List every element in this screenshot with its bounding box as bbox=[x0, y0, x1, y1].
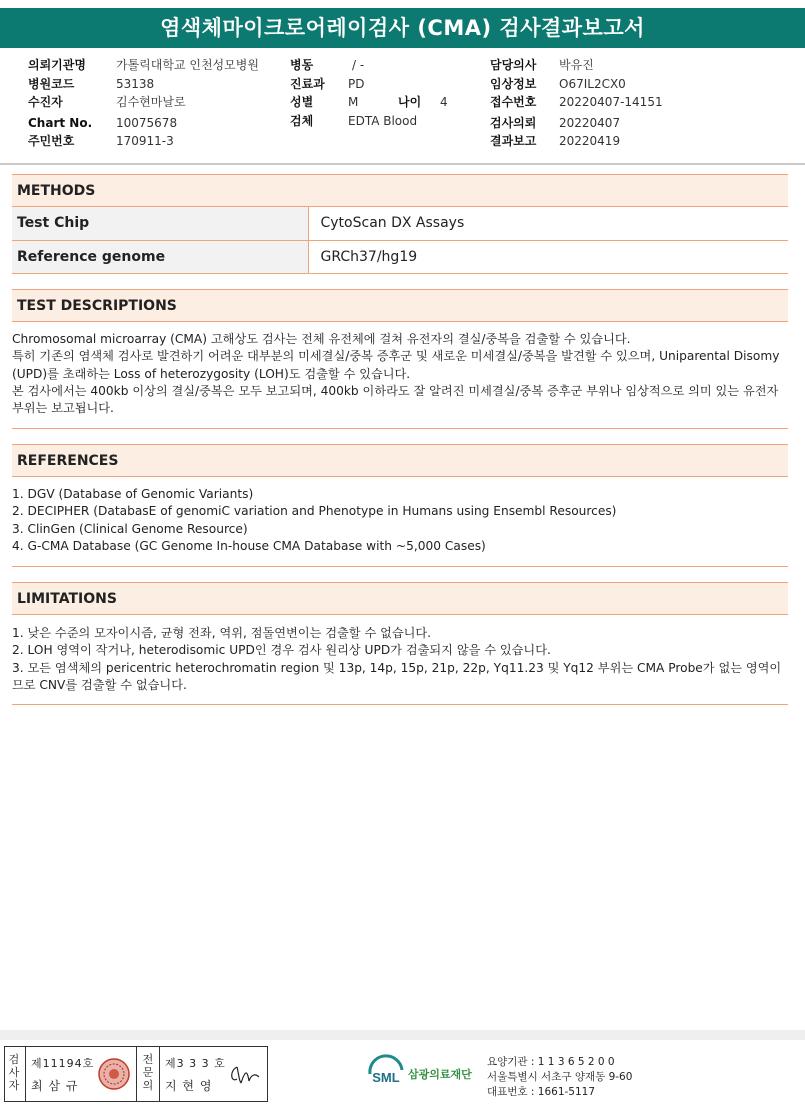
info-request: 검사의뢰 20220407 bbox=[490, 116, 621, 130]
inspector-name: 최 삼 규 bbox=[31, 1079, 79, 1093]
methods-value: GRCh37/hg19 bbox=[308, 240, 788, 273]
specialist-number: 제3 3 3 호 bbox=[165, 1057, 226, 1070]
address: 서울특별시 서초구 양재동 9-60 bbox=[487, 1071, 633, 1083]
section-divider bbox=[12, 566, 788, 567]
phone: 대표번호 : 1661-5117 bbox=[487, 1086, 596, 1098]
paragraph: Chromosomal microarray (CMA) 고해상도 검사는 전체 유전체에 걸쳐 유전자의 결실/중복을 검출할 수 있습니다. bbox=[12, 332, 631, 346]
info-chart: Chart No. 10075678 bbox=[28, 116, 178, 130]
divider bbox=[159, 1047, 160, 1101]
info-patient: 수진자 김수현마날로 bbox=[28, 95, 186, 109]
methods-heading: METHODS bbox=[12, 174, 788, 207]
section-divider bbox=[12, 704, 788, 705]
methods-value: CytoScan DX Assays bbox=[308, 207, 788, 240]
section-divider bbox=[12, 428, 788, 429]
methods-row bbox=[12, 240, 788, 273]
limitations-heading: LIMITATIONS bbox=[12, 582, 788, 615]
list-item: 3. 모든 염색체의 pericentric heterochromatin region 및 13p, 14p, 15p, 21p, 22p, Yq11.23 및 Yq12 부위는 CMA Probe가 없는 영역이므로 CNV를 검출할 수 없습니다. bbox=[12, 660, 782, 692]
footer-bar bbox=[0, 1030, 805, 1040]
limitations-body bbox=[12, 625, 788, 694]
methods-key: Reference genome bbox=[12, 240, 308, 273]
test-descriptions-body bbox=[12, 331, 788, 417]
specialist-label: 전 문 의 bbox=[142, 1053, 154, 1092]
info-ward: 병동 / - bbox=[290, 58, 365, 72]
seal-stamp-icon bbox=[97, 1057, 131, 1091]
sml-logo-text: SML bbox=[372, 1070, 400, 1085]
signature-icon bbox=[227, 1061, 263, 1089]
methods-row bbox=[12, 207, 788, 240]
list-item: 4. G-CMA Database (GC Genome In-house CMA Database with ~5,000 Cases) bbox=[12, 538, 486, 553]
list-item: 3. ClinGen (Clinical Genome Resource) bbox=[12, 521, 248, 536]
patient-info bbox=[0, 56, 805, 156]
header-divider bbox=[0, 163, 805, 165]
info-age: 나이 4 bbox=[398, 95, 448, 109]
specialist-name: 지 현 영 bbox=[165, 1079, 213, 1093]
inspector-number: 제11194호 bbox=[31, 1057, 95, 1070]
list-item: 2. LOH 영역이 작거나, heterodisomic UPD인 경우 검사 원리상 UPD가 검출되지 않을 수 있습니다. bbox=[12, 643, 551, 658]
inspector-label: 검 사 자 bbox=[8, 1053, 20, 1092]
divider bbox=[136, 1047, 137, 1101]
footer bbox=[0, 1030, 805, 1111]
signature-box bbox=[4, 1046, 268, 1102]
info-doctor: 담당의사 박유진 bbox=[490, 58, 594, 72]
methods-table bbox=[12, 207, 788, 274]
list-item: 1. DGV (Database of Genomic Variants) bbox=[12, 487, 254, 501]
info-institution: 의뢰기관명 가톨릭대학교 인천성모병원 bbox=[28, 58, 259, 72]
references-body bbox=[12, 486, 788, 555]
info-hospital-code: 병원코드 53138 bbox=[28, 77, 155, 91]
references-heading: REFERENCES bbox=[12, 444, 788, 477]
care-code: 요양기관 : 1 1 3 6 5 2 0 0 bbox=[487, 1056, 615, 1068]
info-resident: 주민번호 170911-3 bbox=[28, 134, 174, 148]
list-item: 2. DECIPHER (DatabasE of genomiC variation and Phenotype in Humans using Ensembl Resources) bbox=[12, 504, 617, 519]
list-item: 1. 낮은 수준의 모자이시즘, 균형 전좌, 역위, 점돌연변이는 검출할 수 없습니다. bbox=[12, 626, 432, 640]
sml-logo-icon bbox=[366, 1052, 406, 1092]
company-name: 삼광의료재단 bbox=[408, 1068, 472, 1081]
methods-key: Test Chip bbox=[12, 207, 308, 240]
report-title: 염색체마이크로어레이검사 (CMA) 검사결과보고서 bbox=[0, 8, 805, 48]
info-clinical: 임상정보 O67IL2CX0 bbox=[490, 77, 626, 91]
info-dept: 진료과 PD bbox=[290, 77, 365, 91]
company-info bbox=[487, 1055, 632, 1100]
paragraph: 특히 기존의 염색체 검사로 발견하기 어려운 대부분의 미세결실/중복 증후군 및 새로운 미세결실/중복을 발견할 수 있으며, Uniparental Disomy (UPD)를 초래하는 Loss of heterozygosity (LOH)도 검출할 수 있습니다. bbox=[12, 349, 780, 381]
info-reception: 접수번호 20220407-14151 bbox=[490, 95, 663, 109]
info-specimen: 검체 EDTA Blood bbox=[290, 114, 418, 128]
info-report: 결과보고 20220419 bbox=[490, 134, 621, 148]
paragraph: 본 검사에서는 400kb 이상의 결실/중복은 모두 보고되며, 400kb 이하라도 잘 알려진 미세결실/중복 증후군 부위나 임상적으로 의미 있는 유전자 부위는 보고됩니다. bbox=[12, 383, 779, 416]
divider bbox=[25, 1047, 26, 1101]
info-sex: 성별 M bbox=[290, 95, 359, 109]
test-descriptions-heading: TEST DESCRIPTIONS bbox=[12, 289, 788, 322]
